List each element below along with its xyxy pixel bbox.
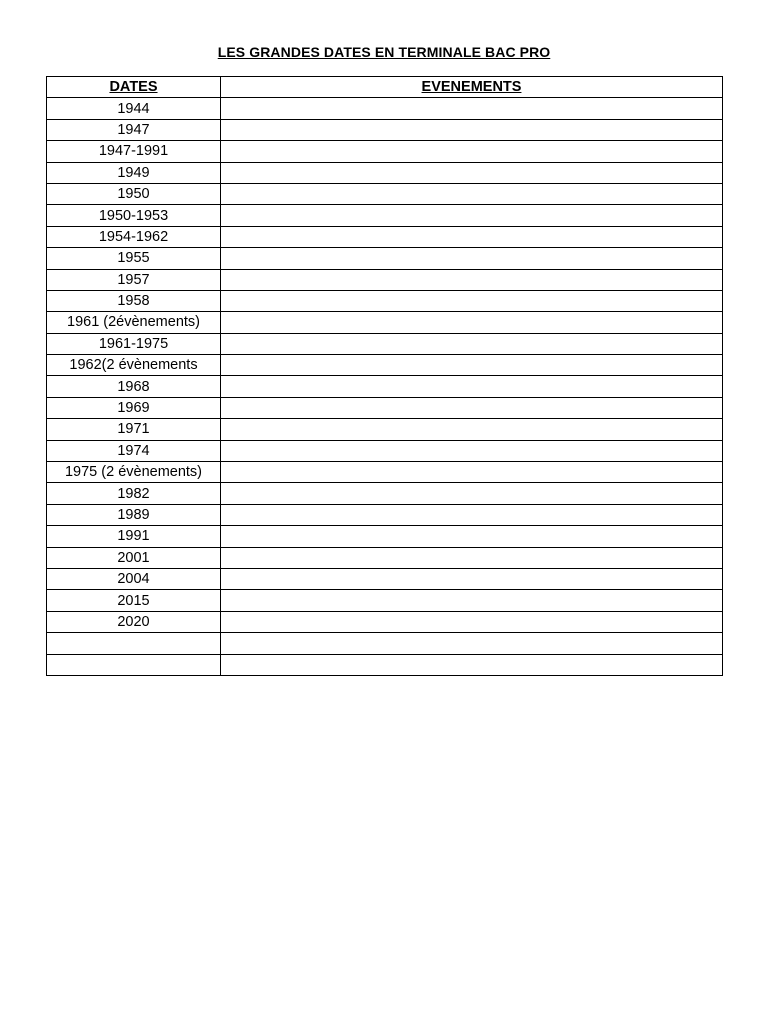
event-cell[interactable] [221, 98, 723, 119]
table-row [47, 183, 723, 204]
event-cell[interactable] [221, 183, 723, 204]
event-cell[interactable] [221, 355, 723, 376]
table-row [47, 205, 723, 226]
event-cell[interactable] [221, 269, 723, 290]
date-cell: 1961 (2évènements) [47, 312, 221, 333]
date-cell: 1962(2 évènements [47, 355, 221, 376]
event-cell[interactable] [221, 483, 723, 504]
event-cell[interactable] [221, 141, 723, 162]
date-cell: 1989 [47, 504, 221, 525]
date-cell: 1961-1975 [47, 333, 221, 354]
date-cell: 1971 [47, 419, 221, 440]
table-row [47, 633, 723, 654]
event-cell[interactable] [221, 333, 723, 354]
table-row [47, 119, 723, 140]
event-cell[interactable] [221, 376, 723, 397]
table-header-row [47, 77, 723, 98]
table-row [47, 355, 723, 376]
date-cell: 1957 [47, 269, 221, 290]
table-row [47, 312, 723, 333]
table-row [47, 376, 723, 397]
table-row [47, 98, 723, 119]
event-cell[interactable] [221, 119, 723, 140]
event-cell[interactable] [221, 162, 723, 183]
event-cell[interactable] [221, 248, 723, 269]
header-dates: DATES [47, 77, 221, 98]
date-cell: 1975 (2 évènements) [47, 462, 221, 483]
date-cell: 2015 [47, 590, 221, 611]
table-body [47, 98, 723, 676]
event-cell[interactable] [221, 590, 723, 611]
header-evenements: EVENEMENTS [221, 77, 723, 98]
event-cell[interactable] [221, 568, 723, 589]
date-cell: 2020 [47, 611, 221, 632]
table-row [47, 654, 723, 675]
date-cell: 1958 [47, 290, 221, 311]
date-cell: 1982 [47, 483, 221, 504]
event-cell[interactable] [221, 526, 723, 547]
table-row [47, 248, 723, 269]
date-cell: 1968 [47, 376, 221, 397]
date-cell: 1947-1991 [47, 141, 221, 162]
table-row [47, 504, 723, 525]
table-row [47, 141, 723, 162]
table-row [47, 483, 723, 504]
event-cell[interactable] [221, 312, 723, 333]
date-cell: 1969 [47, 397, 221, 418]
event-cell[interactable] [221, 419, 723, 440]
table-row [47, 568, 723, 589]
table-row [47, 590, 723, 611]
dates-table [46, 76, 723, 676]
event-cell[interactable] [221, 547, 723, 568]
event-cell[interactable] [221, 226, 723, 247]
event-cell[interactable] [221, 462, 723, 483]
document-title: LES GRANDES DATES EN TERMINALE BAC PRO [217, 44, 551, 60]
event-cell[interactable] [221, 504, 723, 525]
table-row [47, 526, 723, 547]
date-cell: 1944 [47, 98, 221, 119]
table-row [47, 290, 723, 311]
event-cell[interactable] [221, 397, 723, 418]
table-row [47, 419, 723, 440]
event-cell[interactable] [221, 205, 723, 226]
date-cell: 1950-1953 [47, 205, 221, 226]
event-cell[interactable] [221, 633, 723, 654]
event-cell[interactable] [221, 654, 723, 675]
date-cell: 1991 [47, 526, 221, 547]
date-cell: 2004 [47, 568, 221, 589]
table-row [47, 440, 723, 461]
table-row [47, 397, 723, 418]
table-row [47, 547, 723, 568]
date-cell[interactable] [47, 654, 221, 675]
date-cell: 1974 [47, 440, 221, 461]
date-cell[interactable] [47, 633, 221, 654]
date-cell: 1955 [47, 248, 221, 269]
table-row [47, 162, 723, 183]
date-cell: 1947 [47, 119, 221, 140]
table-row [47, 226, 723, 247]
date-cell: 1954-1962 [47, 226, 221, 247]
event-cell[interactable] [221, 611, 723, 632]
event-cell[interactable] [221, 290, 723, 311]
date-cell: 1950 [47, 183, 221, 204]
table-row [47, 462, 723, 483]
date-cell: 1949 [47, 162, 221, 183]
date-cell: 2001 [47, 547, 221, 568]
table-row [47, 611, 723, 632]
table-row [47, 333, 723, 354]
event-cell[interactable] [221, 440, 723, 461]
table-row [47, 269, 723, 290]
